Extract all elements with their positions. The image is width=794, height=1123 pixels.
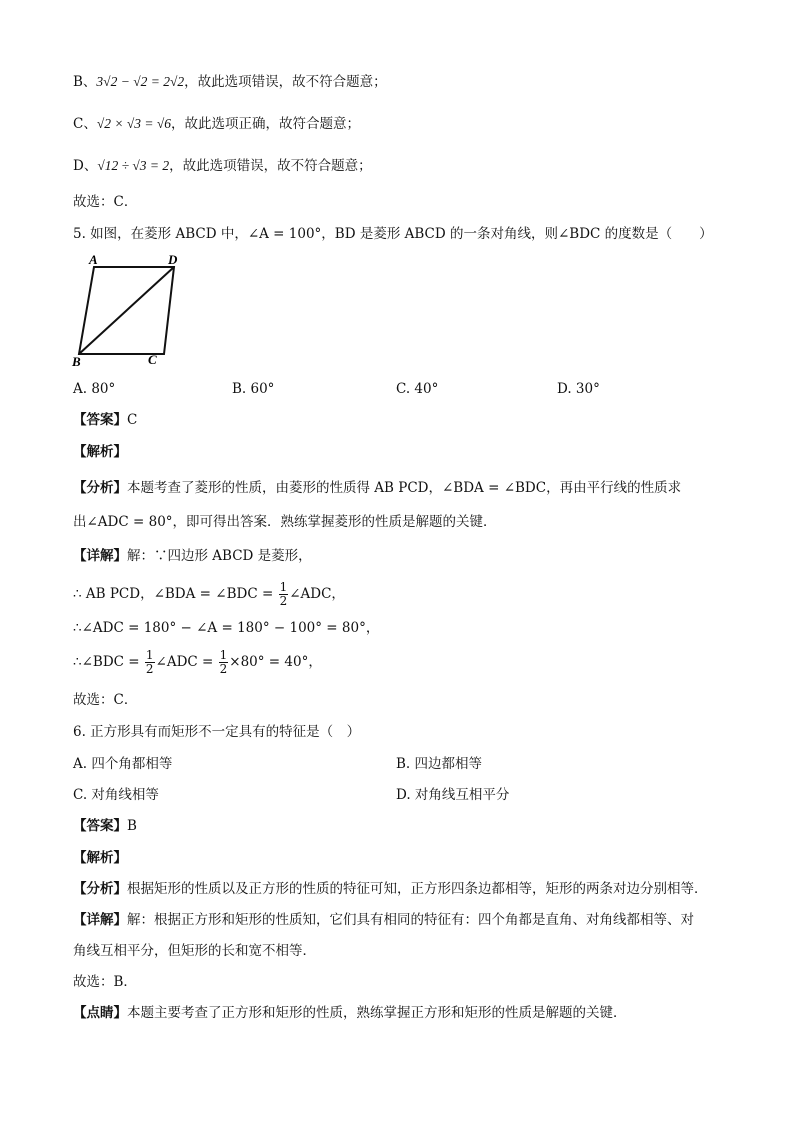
detail-5-line-3: ∴∠ADC = 180° − ∠A = 180° − 100° = 80°， [73,620,380,636]
explanation: ，故此选项正确，故符合题意； [171,116,361,132]
dianjing-text: 本题主要考查了正方形和矩形的性质，熟练掌握正方形和矩形的性质是解题的关键． [127,1005,627,1021]
answer-5 [73,410,137,430]
detail-5-line-4: ∴∠BDC = $\frac{1}{2}$ ∠ADC = $\frac{1}{2}$ ×80° = 40°， [73,648,322,676]
fraction-half: $\frac{1}{2}$ [279,580,288,608]
question-5: 5. 如图，在菱形 ABCD 中，∠A = 100°，BD 是菱形 ABCD 的一条对角线，则∠BDC 的度数是（ ） [73,226,713,242]
question-6: 6. 正方形具有而矩形不一定具有的特征是（ ） [73,724,361,740]
fenxi-text: 根据矩形的性质以及正方形的性质的特征可知，正方形四条边都相等，矩形的两条对边分别相等． [127,881,708,897]
rhombus-figure [70,252,190,370]
explanation: ，故此选项错误，故不符合题意； [169,158,372,174]
answer-value: B [127,818,137,834]
q6-option-d: D. 对角线互相平分 [396,787,510,803]
fenxi-5-line-2: 出∠ADC = 80°，即可得出答案．熟练掌握菱形的性质是解题的关键． [73,514,497,530]
q6-option-c: C. 对角线相等 [73,787,159,803]
fenxi-6 [73,879,708,899]
fenxi-text: 本题考查了菱形的性质，由菱形的性质得 AB PCD，∠BDA = ∠BDC，再由平行线的性质求 [127,480,682,496]
fenxi-5-line-1 [73,478,681,498]
answer-tag: 【答案】 [73,818,127,834]
choose-line-3: 故选：B． [73,974,137,990]
detail-text: ∴ AB PCD，∠BDA = ∠BDC = [73,586,278,602]
detail-text: ∠ADC， [289,586,345,602]
explanation: ，故此选项错误，故不符合题意； [184,74,387,90]
prefix: C、 [73,116,97,132]
choose-line-2: 故选：C． [73,692,138,708]
q5-option-a: A. 80° [73,381,116,397]
detail-tag: 【详解】 [73,912,127,928]
detail-5-line-1 [73,546,312,566]
label-a: A [89,252,98,267]
prefix: D、 [73,158,98,174]
option-c-line [73,114,360,134]
math-expression: √12 ÷ √3 = 2 [97,158,170,173]
fenxi-tag: 【分析】 [73,881,127,897]
dianjing-tag: 【点睛】 [73,1005,127,1021]
analysis-5-heading: 【解析】 [73,444,127,460]
answer-value: C [127,412,138,428]
choose-line-1: 故选：C． [73,194,138,210]
label-c: C [148,352,157,367]
fraction-half: $\frac{1}{2}$ [145,648,154,676]
answer-tag: 【答案】 [73,412,127,428]
q5-option-c: C. 40° [396,381,439,397]
fraction-half: $\frac{1}{2}$ [219,648,228,676]
label-d: D [168,252,178,267]
q5-option-d: D. 30° [557,381,600,397]
detail-text: 解：∵四边形 ABCD 是菱形， [127,548,312,564]
detail-6-line-1 [73,910,694,930]
option-b-line [73,72,387,92]
answer-6 [73,816,137,836]
prefix: B、 [73,74,97,90]
label-b: B [72,354,81,369]
q6-option-b: B. 四边都相等 [396,756,483,772]
math-expression: √2 × √3 = √6 [96,116,172,131]
detail-5-line-2 [73,580,345,608]
option-d-line [73,156,372,176]
fenxi-tag: 【分析】 [73,480,127,496]
detail-tag: 【详解】 [73,548,127,564]
q6-option-a: A. 四个角都相等 [73,756,173,772]
detail-text: 解：根据正方形和矩形的性质知，它们具有相同的特征有：四个角都是直角、对角线都相等、对 [127,912,694,928]
q5-option-b: B. 60° [232,381,275,397]
dianjing [73,1003,627,1023]
detail-6-line-2: 角线互相平分，但矩形的长和宽不相等． [73,943,316,959]
math-expression: 3√2 − √2 = 2√2 [96,74,185,89]
diagonal-bd [79,267,174,354]
analysis-6-heading: 【解析】 [73,850,127,866]
